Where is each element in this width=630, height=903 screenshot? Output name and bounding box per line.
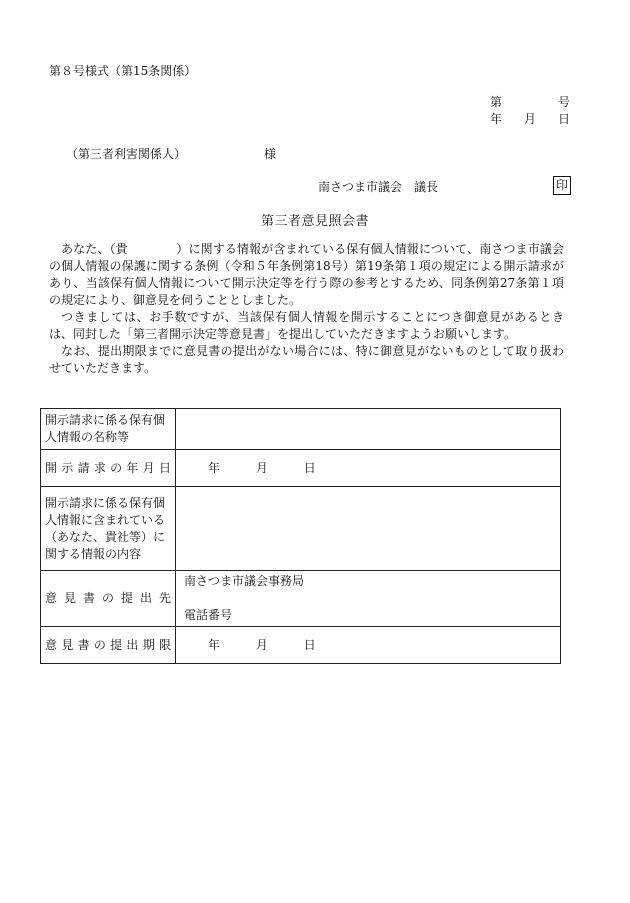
- destination-phone-label: 電話番号: [184, 608, 233, 622]
- row-label-related-info: 開示請求に係る保有個人情報に含まれている（あなた、貴社等）に関する情報の内容: [41, 487, 176, 571]
- deadline-year: 年: [208, 637, 221, 652]
- row-label-info-name: 開示請求に係る保有個人情報の名称等: [41, 409, 176, 450]
- body-text: [49, 241, 564, 377]
- document-number-block: [470, 94, 570, 128]
- table-row: [41, 450, 561, 487]
- table-row: [41, 571, 561, 627]
- document-date-month: 月: [523, 112, 536, 126]
- form-number: 第８号様式（第15条関係）: [49, 64, 197, 78]
- info-table: [40, 408, 561, 664]
- recipient-honorific: 様: [264, 147, 277, 161]
- body-paragraph: あなた、（貴 ）に関する情報が含まれている保有個人情報について、南さつま市議会の個人情報の保護に関する条例（令和５年条例第18号）第19条第１項の規定による開示請求があり、当該保有個人情報について開示決定等を行う際の参考とするため、同条例第27条第１項の規定により、御意見を伺うこととしました。: [49, 242, 564, 307]
- table-row: [41, 627, 561, 664]
- table-row: [41, 409, 561, 450]
- document-title: 第三者意見照会書: [260, 214, 369, 229]
- seal-mark: 印: [553, 176, 571, 195]
- request-date-year: 年: [208, 460, 221, 475]
- row-value-submission-deadline[interactable]: [176, 627, 561, 664]
- sender-name: 南さつま市議会 議長: [318, 180, 439, 194]
- row-label-submission-destination: 意見書の提出先: [41, 571, 176, 627]
- row-value-submission-destination: [176, 571, 561, 627]
- document-date-row: [470, 111, 570, 128]
- document-date-year: 年: [490, 112, 503, 126]
- row-value-request-date[interactable]: [176, 450, 561, 487]
- document-number-suffix: 号: [557, 95, 570, 109]
- request-date-day: 日: [303, 460, 316, 475]
- deadline-month: 月: [255, 637, 268, 652]
- body-paragraph: なお、提出期限までに意見書の提出がない場合には、特に御意見がないものとして取り扱わせていただきます。: [49, 344, 564, 375]
- recipient-label: （第三者利害関係人）: [66, 147, 187, 161]
- body-paragraph: つきましては、お手数ですが、当該保有個人情報を開示することにつき御意見があるときは、同封した「第三者開示決定等意見書」を提出していただきますようお願いします。: [49, 310, 564, 341]
- table-row: [41, 487, 561, 571]
- document-number-row: [470, 94, 570, 111]
- document-number-prefix: 第: [490, 95, 503, 109]
- deadline-day: 日: [303, 637, 316, 652]
- row-value-info-name[interactable]: [176, 409, 561, 450]
- destination-office: 南さつま市議会事務局: [184, 574, 305, 588]
- document-date-day: 日: [557, 112, 570, 126]
- row-label-submission-deadline: 意見書の提出期限: [41, 627, 176, 664]
- request-date-month: 月: [255, 460, 268, 475]
- row-value-related-info[interactable]: [176, 487, 561, 571]
- row-label-request-date: 開示請求の年月日: [41, 450, 176, 487]
